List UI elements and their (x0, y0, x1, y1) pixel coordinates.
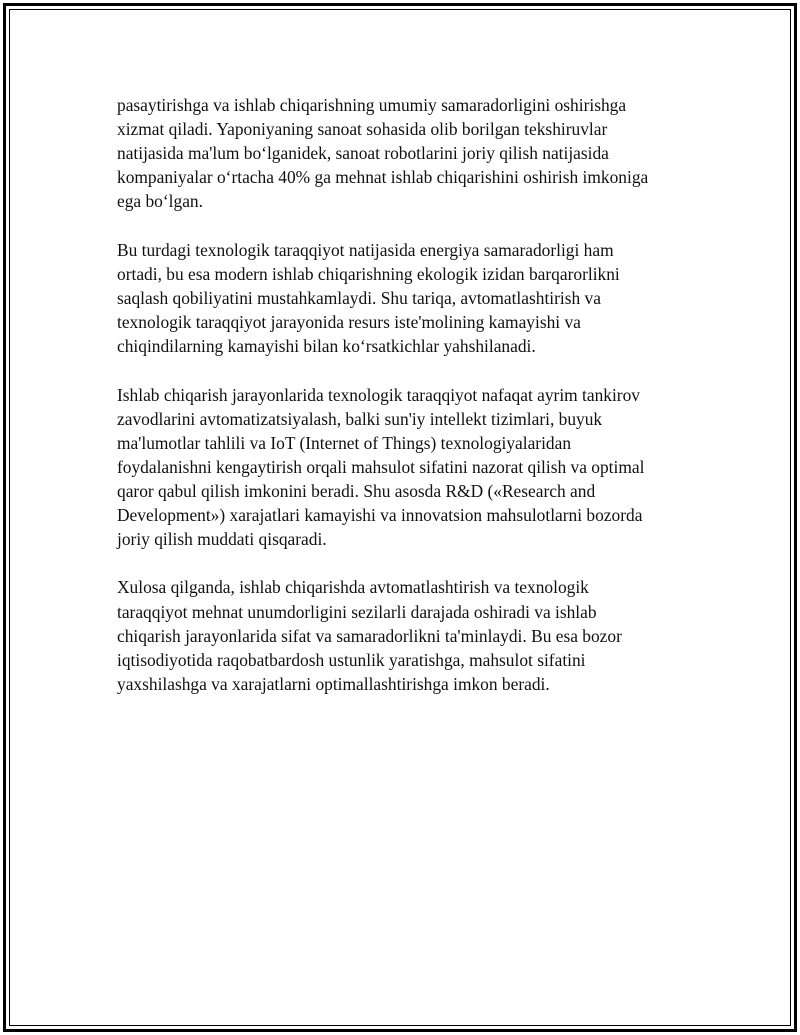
document-body (117, 93, 687, 720)
paragraph-4: Xulosa qilganda, ishlab chiqarishda avtomatlashtirish va texnologik taraqqiyot mehnat unumdorligini sezilarli darajada oshiradi va ishlab chiqarish jarayonlarida sifat va samaradorlikni ta'minlaydi. Bu esa bozor iqtisodiyotida raqobatbardosh ustunlik yaratishga, mahsulot sifatini yaxshilashga va xarajatlarni optimallashtirishga imkon beradi. (117, 577, 622, 694)
paragraph-2: Bu turdagi texnologik taraqqiyot natijasida energiya samaradorligi ham ortadi, bu esa modern ishlab chiqarishning ekologik izidan barqarorlikni saqlash qobiliyatini mustahkamlaydi. Shu tariqa, avtomatlashtirish va texnologik taraqqiyot jarayonida resurs iste'molining kamayishi va chiqindilarning kamayishi bilan ko‘rsatkichlar yahshilanadi. (117, 239, 620, 357)
paragraph-1: pasaytirishga va ishlab chiqarishning umumiy samaradorligini oshirishga xizmat qiladi. Yaponiyaning sanoat sohasida olib borilgan tekshiruvlar natijasida ma'lum bo‘lganidek, sanoat robotlarini joriy qilish natijasida kompaniyalar o‘rtacha 40% ga mehnat ishlab chiqarishini oshirish imkoniga ega bo‘lgan. (117, 95, 649, 212)
paragraph-3: Ishlab chiqarish jarayonlarida texnologik taraqqiyot nafaqat ayrim tankirov zavodlarini avtomatizatsiyalash, balki sun'iy intellekt tizimlari, buyuk ma'lumotlar tahlili va IoT (Internet of Things) texnologiyalaridan foydalanishni kengaytirish orqali mahsulot sifatini nazorat qilish va optimal qaror qabul qilish imkonini beradi. Shu asosda R&D («Research and Development») xarajatlari kamayishi va innovatsion mahsulotlarni bozorda joriy qilish muddati qisqaradi. (117, 384, 645, 550)
